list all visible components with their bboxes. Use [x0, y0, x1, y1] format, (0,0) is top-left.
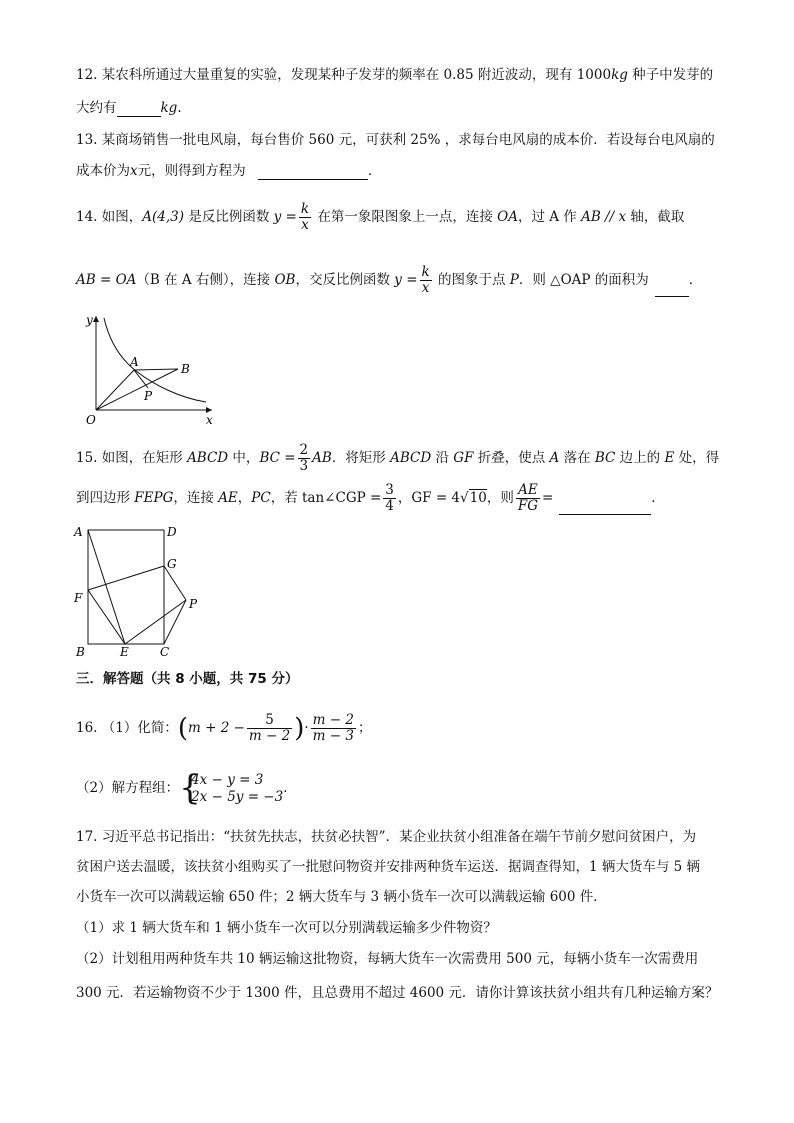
q16-f2-den: m − 3: [312, 728, 354, 744]
q15-text4: 折叠，使点: [473, 450, 550, 466]
q14-text7: 的图象于点: [433, 272, 510, 288]
q15-abcd: ABCD: [187, 450, 229, 466]
q16-part2: [76, 768, 297, 808]
q15-tan-den: 4: [385, 498, 394, 514]
q13-text: 13. 某商场销售一批电风扇，每台售价 560 元，可获利 25% ，求每台电风扇的成本价．若设每台电风扇的: [76, 132, 715, 148]
q15-label-d: D: [167, 525, 177, 539]
q15-tan-num: 3: [385, 482, 394, 498]
q14-point: A(4,3): [142, 209, 185, 225]
q13-var: x: [130, 163, 138, 179]
q15-rectangle: [88, 530, 164, 644]
q15-bc-den: 3: [299, 458, 309, 474]
q14-figure: [70, 310, 220, 430]
q14-line1: [76, 200, 684, 234]
q14-ab-par: AB // x: [581, 209, 627, 225]
q15-end: ．: [651, 490, 665, 506]
q14-func-frac2: [420, 265, 432, 296]
q13-line2: [76, 162, 381, 180]
q14-label-b: B: [181, 362, 190, 376]
q12-text2: 大约有: [76, 100, 117, 116]
q16-f1-den: m − 2: [248, 728, 291, 744]
q17-line3: 小货车一次可以满载运输 650 件；2 辆大货车与 3 辆小货车一次可以满载运输 600 件．: [76, 889, 607, 905]
q14-y-arrow: [93, 316, 99, 322]
q15-segment-ae: [88, 530, 125, 644]
q15-label-g: G: [167, 557, 177, 571]
q14-text6: ，交反比例函数: [295, 272, 395, 288]
q16-paren-right: ): [294, 713, 305, 744]
q15-segment-fg: [88, 566, 164, 590]
q14-text8: ．则 △OAP 的面积为: [518, 272, 649, 288]
q14-segment-ab: [134, 369, 178, 370]
q15-label-f: F: [74, 591, 83, 605]
q15-text2: ．将矩形: [331, 450, 391, 466]
q14-end: ．: [688, 272, 703, 288]
q16-paren-left: (: [177, 713, 189, 744]
q15-answer-blank[interactable]: [559, 500, 651, 515]
q14-segment-oa: [96, 370, 134, 410]
q16-part1-end: ；: [357, 720, 372, 736]
q13-end: ．: [367, 163, 382, 179]
q14-prefix: 14. 如图，: [76, 209, 143, 225]
q16-f2-num: m − 2: [312, 712, 354, 728]
q14-oa: OA: [497, 209, 518, 225]
q15-pc: PC: [251, 490, 271, 506]
q15-bc-rhs: AB: [312, 450, 332, 466]
q13-text2: 成本价为: [76, 163, 130, 179]
q13-text3: 元，则得到方程为: [137, 163, 246, 179]
q12-end: .: [177, 100, 182, 116]
q15-bc-lhs: BC =: [259, 450, 296, 466]
q16-frac1: [247, 713, 292, 744]
q16-part1: [76, 708, 371, 749]
q14-answer-blank[interactable]: [655, 282, 689, 297]
q15-bc: BC: [594, 450, 616, 466]
q15-ratio-num: AE: [516, 483, 540, 499]
q14-label-x: x: [206, 413, 213, 427]
q14-text1: 是反比例函数: [184, 209, 274, 225]
q14-func-num2: k: [421, 264, 430, 280]
q14-func-frac: [299, 202, 311, 233]
q12-line2: [76, 99, 182, 117]
q14-hyperbola: [104, 318, 206, 402]
q15-segment-pc: [164, 600, 186, 644]
q14-func-num: k: [300, 201, 310, 217]
q14-text2: 在第一象限图象上一点，连接: [313, 209, 498, 225]
q15-text1: 中，: [228, 450, 260, 466]
q14-line2: [76, 263, 702, 297]
q15-sqrt-sign: √: [460, 490, 469, 506]
q15-fepg: FEPG: [134, 490, 174, 506]
q15-segment-fe: [88, 590, 125, 644]
q15-eq: =: [541, 490, 554, 506]
q17-sub2-line2: 300 元．若运输物资不少于 1300 件，且总费用不超过 4600 元．请你计算该扶贫小组共有几种运输方案？: [76, 985, 719, 1001]
q14-func-den2: x: [421, 280, 430, 296]
q14-ob: OB: [274, 272, 296, 288]
q16-brace: {: [179, 767, 201, 808]
q15-label-b: B: [76, 645, 85, 659]
q17-line2: 贫困户送去温暖，该扶贫小组购买了一批慰问物资并安排两种货车运送．据调查得知，1 辆大货车与 5 辆: [76, 859, 701, 875]
q16-eq1: 4x − y = 3: [191, 771, 264, 788]
q15-ae: AE: [218, 490, 238, 506]
q16-m-expr: m + 2 −: [188, 720, 245, 736]
q15-e: E: [664, 450, 675, 466]
q15-label-a: A: [74, 525, 83, 539]
q15-figure: [68, 518, 208, 660]
q12-line1: [76, 66, 713, 84]
q14-label-p: P: [144, 389, 153, 403]
q13-answer-blank[interactable]: [258, 165, 368, 180]
q17-line1: 17. 习近平总书记指出：“扶贫先扶志，扶贫必扶智”．某企业扶贫小组准备在端午节前夕慰问贫困户，为: [76, 829, 697, 845]
q16-part2-end: ．: [283, 780, 297, 796]
q12-text: 12. 某农科所通过大量重复的实验，发现某种子发芽的频率在 0.85 附近波动，现有 1000: [76, 67, 612, 83]
q15-text10: ，若 tan∠CGP =: [270, 490, 382, 506]
q16-eq2: 2x − 5y = −3: [191, 788, 284, 805]
q16-dot: ·: [304, 720, 309, 736]
q15-line2: [76, 481, 665, 515]
q12-text-end: 种子中发芽的: [627, 67, 714, 83]
q12-unit2: kg: [160, 100, 178, 116]
q14-eq: AB = OA: [76, 272, 137, 288]
q15-text3: 沿: [431, 450, 454, 466]
q15-line1: [76, 441, 719, 475]
q14-func-den: x: [301, 217, 309, 233]
q14-label-a: A: [130, 355, 139, 369]
q14-p: P: [509, 272, 519, 288]
q16-equation-system: [179, 767, 284, 808]
section3-heading: 三．解答题（共 8 小题，共 75 分）: [76, 671, 299, 687]
q14-text3: ，过 A 作: [517, 209, 582, 225]
q15-a: A: [549, 450, 560, 466]
q15-text7: 处，得: [674, 450, 720, 466]
q15-tan-frac: [383, 483, 396, 514]
q15-text11: ，则: [486, 490, 514, 506]
q15-ratio-frac: [516, 483, 540, 514]
q15-gf-eq: ，GF = 4: [397, 490, 461, 506]
q16-part2-label: （2）解方程组：: [76, 780, 180, 796]
q16-frac2: [311, 713, 356, 744]
q16-f1-num: 5: [247, 713, 292, 729]
q15-ratio-den: FG: [517, 498, 538, 514]
q17-sub2-line1: （2）计划租用两种货车共 10 辆运输这批物资，每辆大货车一次需费用 500 元，每辆小货车一次需费用: [76, 951, 699, 967]
q15-label-e: E: [120, 645, 129, 659]
q12-unit: kg: [611, 67, 628, 83]
q17-sub1: （1）求 1 辆大货车和 1 辆小货车一次可以分别满载运输多少件物资？: [76, 920, 497, 936]
q12-answer-blank[interactable]: [117, 102, 161, 117]
q15-text8: ，连接: [173, 490, 219, 506]
q15-text6: 边上的: [615, 450, 665, 466]
q14-text5: （B 在 A 右侧），连接: [136, 272, 275, 288]
q15-prefix: 15. 如图，在矩形: [76, 450, 188, 466]
q16-part1-label: 16. （1）化简：: [76, 720, 178, 736]
q14-label-y: y: [86, 313, 93, 327]
q14-func-lhs2: y =: [394, 272, 418, 288]
q15-text5: 落在: [559, 450, 595, 466]
q14-segment-ap: [134, 370, 148, 388]
q14-label-o: O: [86, 413, 96, 427]
q15-label-c: C: [160, 645, 170, 659]
q14-text4: 轴，截取: [626, 209, 685, 225]
q15-label-p: P: [189, 597, 198, 611]
q15-abcd2: ABCD: [390, 450, 432, 466]
q15-sqrt-val: 10: [469, 490, 487, 506]
q15-segment-gp: [164, 566, 186, 600]
q15-bc-num: 2: [299, 442, 309, 458]
q15-text9: ，: [237, 490, 252, 506]
q15-bc-frac: [298, 443, 311, 474]
q13-line1: [76, 131, 715, 149]
q15-gf: GF: [453, 450, 474, 466]
q15-line2-start: 到四边形: [76, 490, 135, 506]
q15-segment-ep: [125, 600, 186, 644]
q14-func-lhs: y =: [273, 209, 297, 225]
